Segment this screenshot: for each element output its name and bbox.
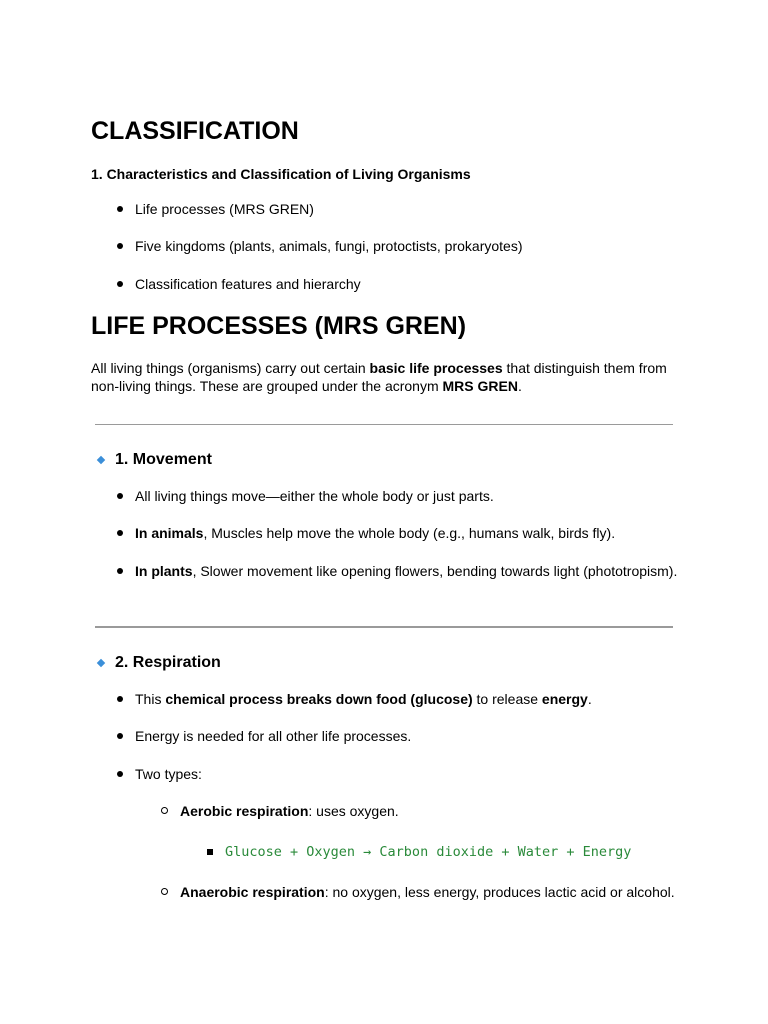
list-item-text: Two types: bbox=[135, 766, 202, 782]
list-item-text: : uses oxygen. bbox=[308, 803, 399, 819]
list-item-text: This bbox=[135, 691, 166, 707]
list-item-bold: Anaerobic respiration bbox=[180, 884, 325, 900]
list-item bbox=[135, 690, 592, 708]
list-item-bold: In animals bbox=[135, 525, 204, 541]
list-item-text: , Slower movement like opening flowers, bending towards light (phototropism). bbox=[192, 563, 678, 579]
list-item bbox=[135, 487, 494, 505]
diamond-bullet-icon bbox=[97, 456, 105, 464]
list-item-text: , Muscles help move the whole body (e.g., humans walk, birds fly). bbox=[203, 525, 616, 541]
classification-heading: CLASSIFICATION bbox=[91, 117, 299, 145]
list-item-bold: chemical process breaks down food (glucose) bbox=[165, 691, 473, 707]
intro-text: non-living things. These are grouped under the acronym bbox=[91, 378, 443, 394]
list-item bbox=[135, 237, 523, 255]
list-item bbox=[135, 765, 202, 783]
list-item-bold: energy bbox=[541, 691, 588, 707]
list-item bbox=[135, 275, 361, 293]
list-item-text: Energy is needed for all other life processes. bbox=[135, 728, 412, 744]
sub-list-item bbox=[180, 883, 675, 901]
sub-list-item bbox=[180, 802, 399, 820]
life-processes-heading: LIFE PROCESSES (MRS GREN) bbox=[91, 312, 467, 340]
list-item-text: All living things move—either the whole body or just parts. bbox=[135, 488, 494, 504]
movement-heading: 1. Movement bbox=[115, 451, 212, 468]
intro-bold-text: MRS GREN bbox=[442, 378, 518, 394]
list-item-text: to release bbox=[472, 691, 542, 707]
list-item-text: : no oxygen, less energy, produces lactic acid or alcohol. bbox=[324, 884, 675, 900]
list-item bbox=[135, 200, 314, 218]
intro-bold-text: basic life processes bbox=[369, 360, 503, 376]
sub-sub-list-item bbox=[225, 842, 631, 861]
list-item-text: Life processes (MRS GREN) bbox=[135, 201, 314, 217]
intro-text: . bbox=[517, 378, 522, 394]
diamond-bullet-icon bbox=[97, 659, 105, 667]
intro-text: All living things (organisms) carry out certain bbox=[91, 360, 370, 376]
divider bbox=[95, 424, 673, 425]
list-item-text: Classification features and hierarchy bbox=[135, 276, 361, 292]
list-item bbox=[135, 524, 615, 542]
respiration-equation: Glucose + Oxygen → Carbon dioxide + Water + Energy bbox=[225, 844, 632, 860]
list-item bbox=[135, 562, 677, 580]
list-item-bold: In plants bbox=[135, 563, 193, 579]
intro-paragraph bbox=[91, 359, 681, 395]
list-item-bold: Aerobic respiration bbox=[180, 803, 309, 819]
intro-text: that distinguish them from bbox=[502, 360, 667, 376]
list-item bbox=[135, 727, 411, 745]
divider bbox=[95, 626, 673, 628]
respiration-heading: 2. Respiration bbox=[115, 654, 221, 671]
classification-subheading: 1. Characteristics and Classification of Living Organisms bbox=[91, 166, 471, 182]
list-item-text: Five kingdoms (plants, animals, fungi, protoctists, prokaryotes) bbox=[135, 238, 523, 254]
list-item-text: . bbox=[587, 691, 592, 707]
